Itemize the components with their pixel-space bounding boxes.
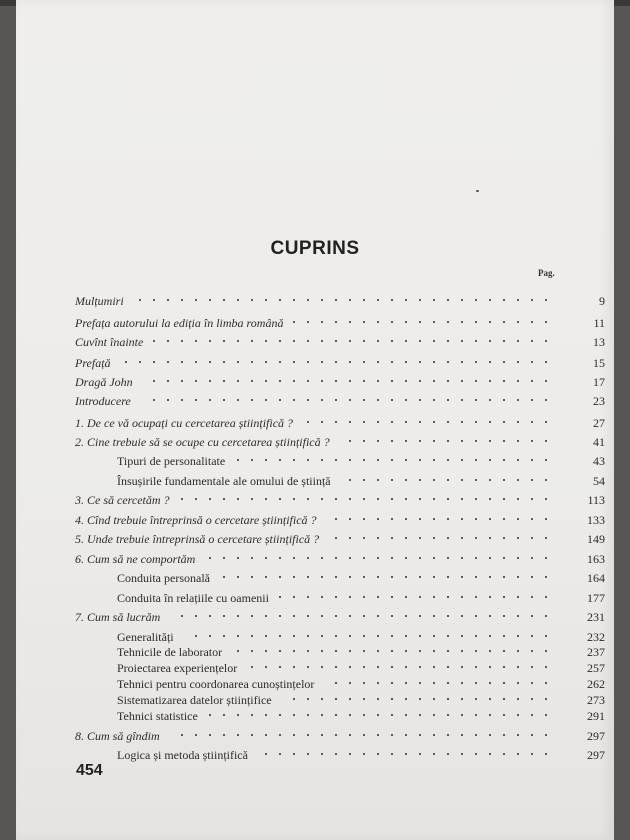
toc-entry-label: Introducere: [75, 394, 131, 408]
toc-entry-page: 291: [587, 709, 605, 723]
toc-entry-label: Sistematizarea datelor științifice: [117, 693, 272, 707]
dot-leader: [324, 682, 553, 684]
toc-entry-page: 297: [587, 729, 605, 743]
dot-leader: [141, 399, 553, 401]
toc-entry: [75, 333, 605, 351]
toc-entry: [117, 452, 605, 470]
dot-leader: [180, 498, 553, 500]
toc-entry: [75, 530, 605, 548]
toc-entry-label: Cuvînt înainte: [75, 335, 144, 349]
toc-entry: [117, 707, 605, 725]
toc-entry-label: 4. Cînd trebuie întreprinsă o cercetare științifică ?: [75, 513, 317, 527]
toc-entry-label: Prefața autorului la ediția în limba română: [75, 316, 284, 330]
toc-entry-page: 177: [587, 591, 605, 605]
dot-leader: [235, 459, 553, 461]
toc-entry-page: 11: [593, 316, 605, 330]
book-page: [16, 0, 614, 840]
dot-leader: [329, 537, 553, 539]
toc-entry: [75, 292, 605, 310]
toc-entry: [75, 354, 605, 372]
toc-entry-page: 43: [593, 454, 605, 468]
toc-entry: [117, 472, 605, 490]
toc-entry: [75, 608, 605, 626]
toc-entry-label: 6. Cum să ne comportăm: [75, 552, 196, 566]
toc-entry-page: 54: [593, 474, 605, 488]
dot-leader: [208, 714, 553, 716]
toc-entry: [117, 589, 605, 607]
toc-entry: [75, 511, 605, 529]
toc-entry-page: 237: [587, 645, 605, 659]
toc-entry-label: Conduita personală: [117, 571, 210, 585]
toc-entry: [117, 569, 605, 587]
page-column-header: Pag.: [538, 268, 555, 278]
toc-entry-label: 1. De ce vă ocupați cu cercetarea științifică ?: [75, 416, 294, 430]
dot-leader: [232, 650, 553, 652]
toc-entry-label: 3. Ce să cercetăm ?: [75, 493, 170, 507]
dot-leader: [134, 299, 553, 301]
toc-entry-label: Dragă John: [75, 375, 133, 389]
toc-entry: [75, 491, 605, 509]
toc-entry: [75, 727, 605, 745]
dot-leader: [247, 666, 553, 668]
dot-leader: [279, 596, 553, 598]
toc-entry-label: 7. Cum să lucrăm: [75, 610, 161, 624]
toc-entry: [75, 392, 605, 410]
toc-entry-page: 232: [587, 630, 605, 644]
table-of-contents: [16, 0, 614, 760]
dot-leader: [282, 698, 553, 700]
toc-entry: [75, 314, 605, 332]
toc-entry-page: 133: [587, 513, 605, 527]
toc-entry-page: 273: [587, 693, 605, 707]
dot-leader: [220, 576, 553, 578]
toc-entry-page: 27: [593, 416, 605, 430]
toc-entry-page: 17: [593, 375, 605, 389]
dot-leader: [340, 440, 553, 442]
dot-leader: [303, 421, 553, 423]
toc-entry-page: 113: [587, 493, 605, 507]
dot-leader: [170, 734, 553, 736]
toc-entry-page: 262: [587, 677, 605, 691]
toc-entry-page: 257: [587, 661, 605, 675]
toc-entry: [75, 414, 605, 432]
toc-entry-label: Tipuri de personalitate: [117, 454, 226, 468]
dot-leader: [341, 479, 553, 481]
toc-entry-label: 5. Unde trebuie întreprinsă o cercetare științifică ?: [75, 532, 320, 546]
page-title: CUPRINS: [270, 238, 360, 259]
toc-entry-page: 41: [593, 435, 605, 449]
toc-entry-label: Mulțumiri: [75, 294, 124, 308]
toc-entry-label: Generalități: [117, 630, 174, 644]
toc-entry-label: Logica și metoda științifică: [117, 748, 248, 762]
toc-entry-page: 9: [599, 294, 605, 308]
toc-entry-page: 231: [587, 610, 605, 624]
toc-entry-page: 15: [593, 356, 605, 370]
toc-entry-page: 164: [587, 571, 605, 585]
toc-entry-page: 149: [587, 532, 605, 546]
dot-leader: [205, 557, 553, 559]
toc-entry-label: Proiectarea experiențelor: [117, 661, 238, 675]
toc-entry-page: 23: [593, 394, 605, 408]
toc-entry-page: 297: [587, 748, 605, 762]
toc-entry: [117, 746, 605, 764]
toc-entry-label: Tehnicile de laborator: [117, 645, 223, 659]
dot-leader: [170, 615, 553, 617]
toc-entry-label: 8. Cum să gîndim: [75, 729, 160, 743]
toc-entry-page: 163: [587, 552, 605, 566]
toc-entry: [75, 373, 605, 391]
toc-entry-label: Conduita în relațiile cu oamenii: [117, 591, 269, 605]
toc-entry-label: Prefață: [75, 356, 111, 370]
toc-entry-label: Însușirile fundamentale ale omului de știință: [117, 474, 331, 488]
dot-leader: [327, 518, 553, 520]
page-number: 454: [76, 762, 103, 779]
toc-entry-page: 13: [593, 335, 605, 349]
dot-leader: [293, 321, 553, 323]
dot-leader: [121, 361, 553, 363]
toc-entry-label: Tehnici pentru coordonarea cunoștințelor: [117, 677, 315, 691]
toc-entry: [75, 550, 605, 568]
toc-entry-label: 2. Cine trebuie să se ocupe cu cercetarea științifică ?: [75, 435, 330, 449]
dot-leader: [184, 635, 553, 637]
toc-entry: [75, 433, 605, 451]
dot-leader: [143, 380, 553, 382]
toc-entry-label: Tehnici statistice: [117, 709, 198, 723]
dot-leader: [153, 340, 553, 342]
dot-leader: [258, 753, 553, 755]
